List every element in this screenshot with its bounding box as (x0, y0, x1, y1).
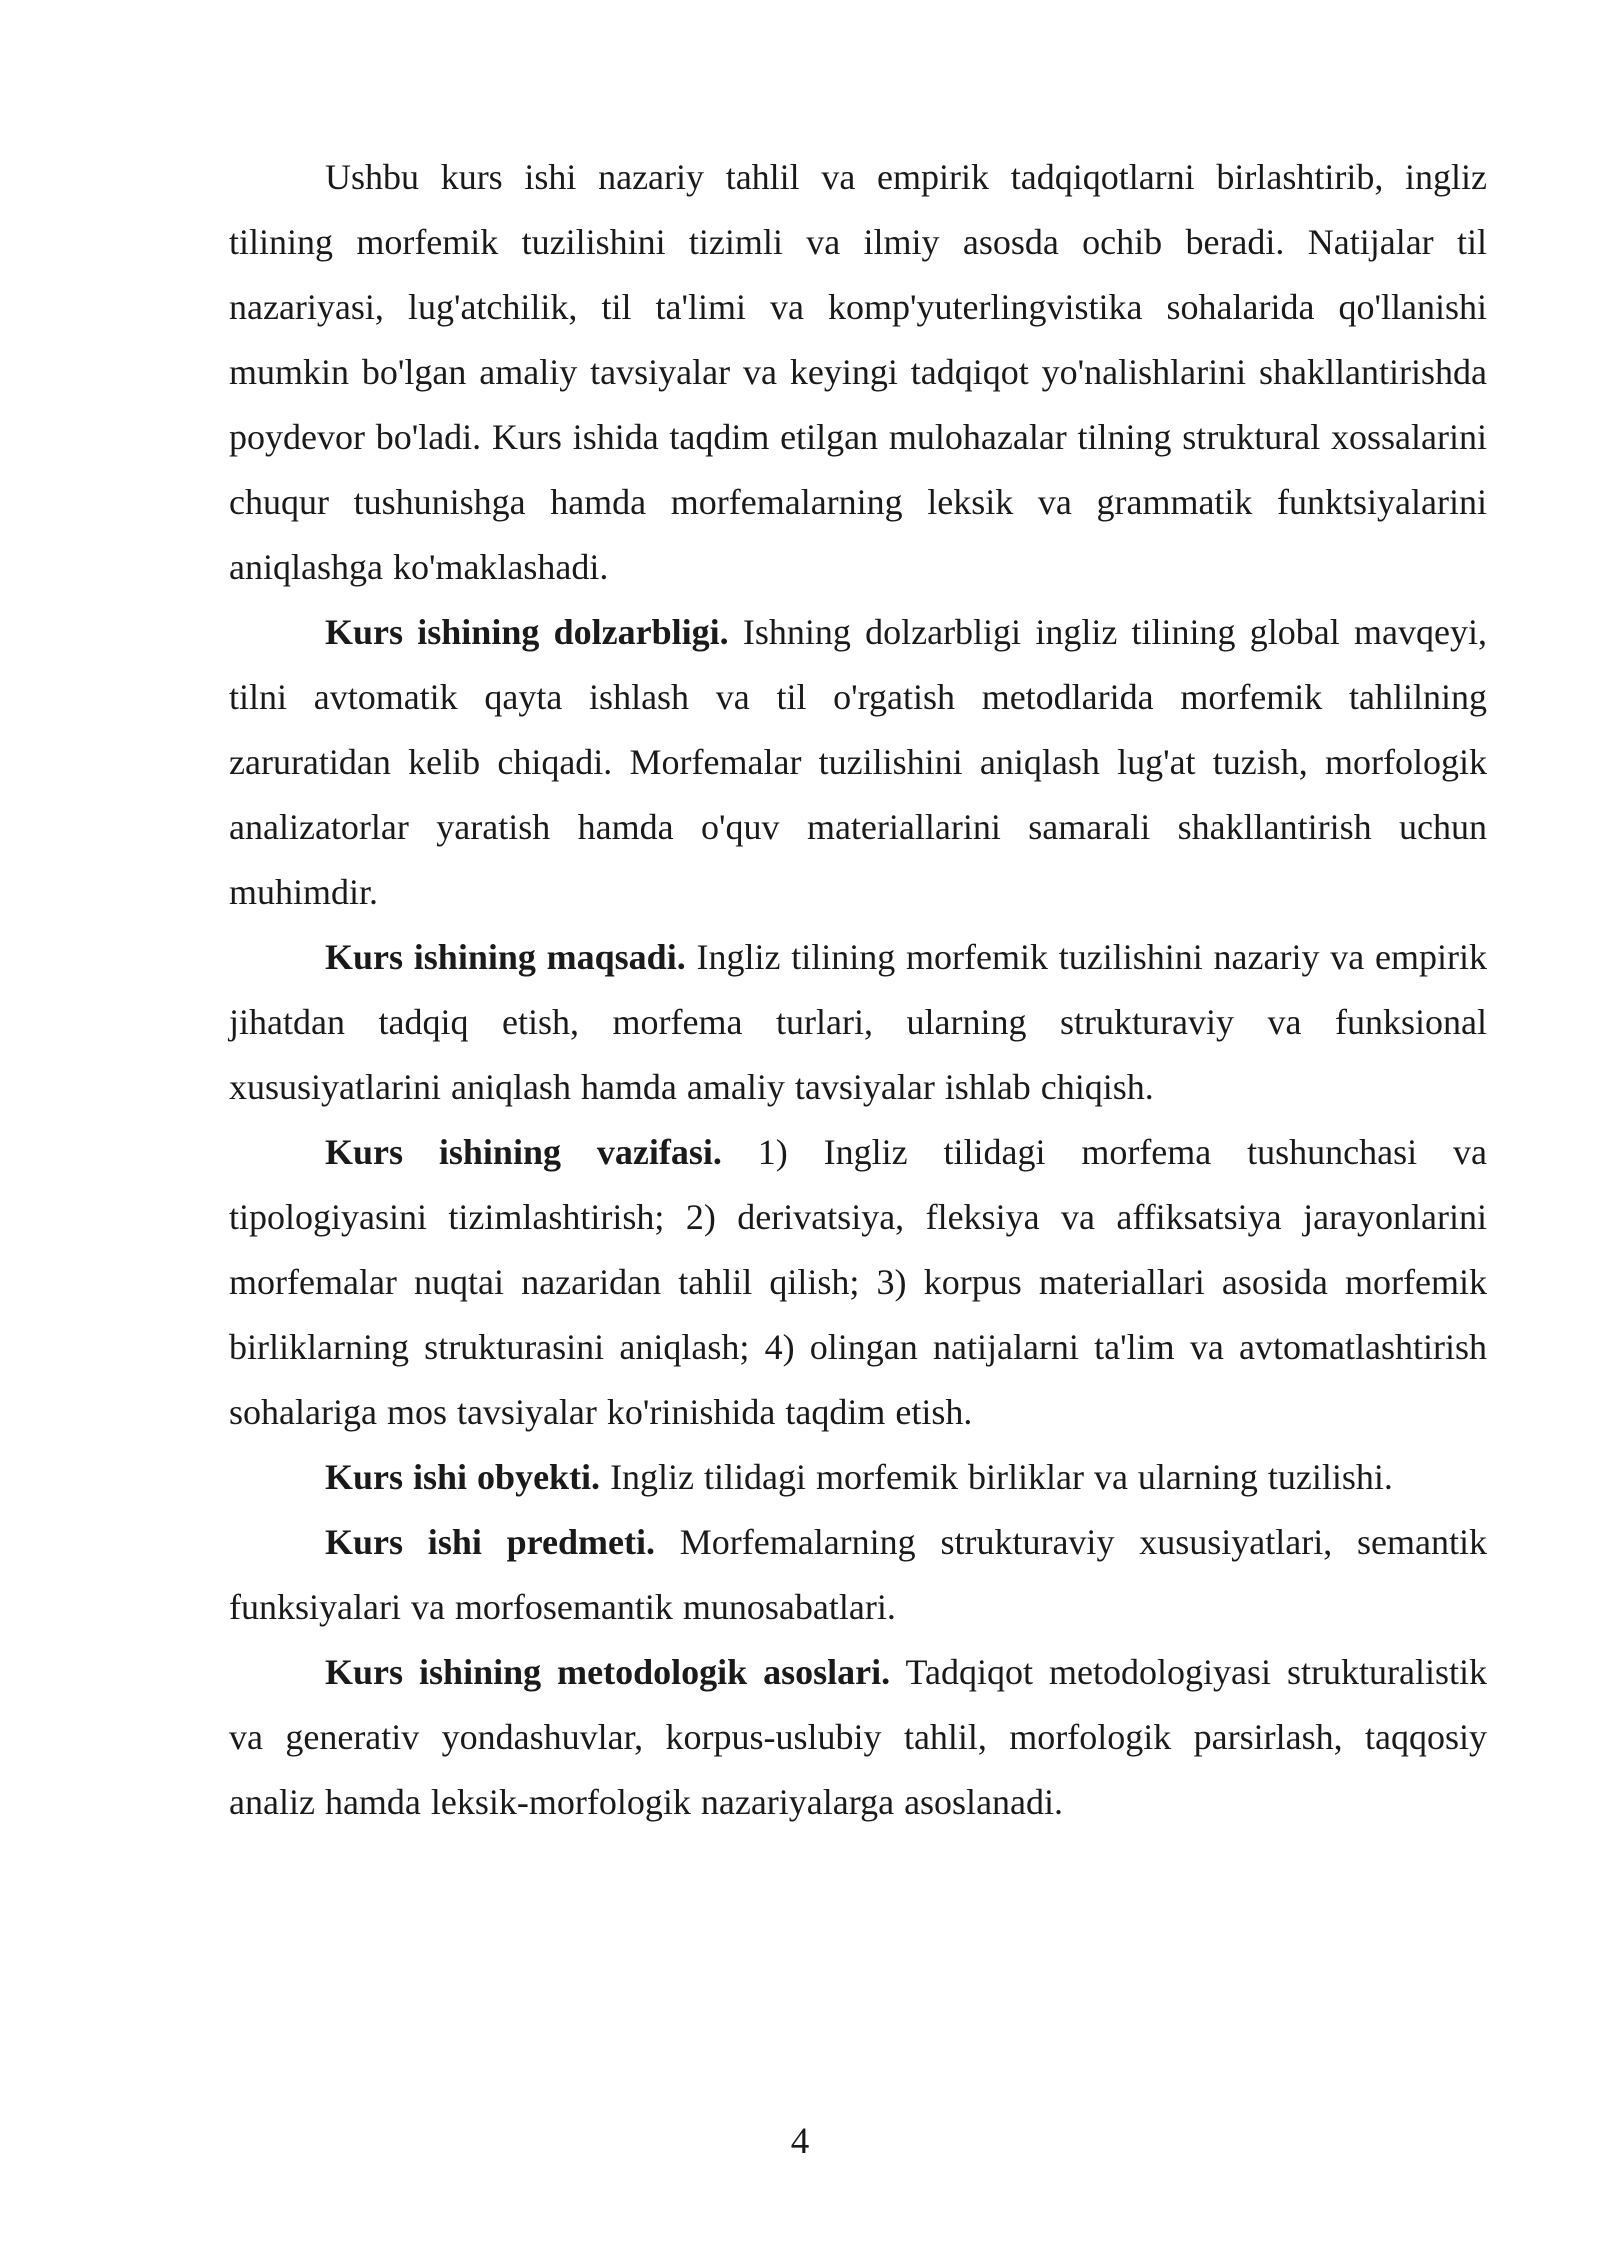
paragraph-text: Ingliz tilining morfemik tuzilishini nazariy va empirik jihatdan tadqiq etish, morfema turlari, ularning strukturaviy va funksional xususiyatlarini aniqlash hamda amaliy tavsiyalar ishlab chiqish. (229, 937, 1487, 1107)
intro-paragraph (229, 145, 1487, 600)
paragraph-text: 1) Ingliz tilidagi morfema tushunchasi va tipologiyasini tizimlashtirish; 2) derivatsiya, fleksiya va affiksatsiya jarayonlarini morfemalar nuqtai nazaridan tahlil qilish; 3) korpus materiallari asosida morfemik birliklarning strukturasini aniqlash; 4) olingan natijalarni ta'lim va avtomatlashtirish sohalariga mos tavsiyalar ko'rinishida taqdim etish. (229, 1132, 1487, 1432)
goal-heading: Kurs ishining maqsadi. (325, 937, 686, 977)
page-body (229, 145, 1487, 1835)
paragraph-text: Ishning dolzarbligi ingliz tilining global mavqeyi, tilni avtomatik qayta ishlash va til o'rgatish metodlarida morfemik tahlilning zaruratidan kelib chiqadi. Morfemalar tuzilishini aniqlash lug'at tuzish, morfologik analizatorlar yaratish hamda o'quv materiallarini samarali shakllantirish uchun muhimdir. (229, 612, 1487, 912)
paragraph-text: Tadqiqot metodologiyasi strukturalistik va generativ yondashuvlar, korpus-uslubiy tahlil, morfologik parsirlash, taqqosiy analiz hamda leksik-morfologik nazariyalarga asoslanadi. (229, 1652, 1487, 1822)
relevance-paragraph (229, 600, 1487, 925)
tasks-heading: Kurs ishining vazifasi. (325, 1132, 722, 1172)
subject-heading: Kurs ishi predmeti. (325, 1522, 655, 1562)
object-heading: Kurs ishi obyekti. (325, 1457, 601, 1497)
tasks-paragraph (229, 1120, 1487, 1445)
subject-paragraph (229, 1510, 1487, 1640)
page-number: 4 (790, 2121, 810, 2162)
paragraph-text: Ingliz tilidagi morfemik birliklar va ularning tuzilishi. (600, 1457, 1393, 1497)
methodology-paragraph (229, 1640, 1487, 1835)
object-paragraph (229, 1445, 1487, 1510)
goal-paragraph (229, 925, 1487, 1120)
relevance-heading: Kurs ishining dolzarbligi. (325, 612, 729, 652)
paragraph-text: Morfemalarning strukturaviy xususiyatlari, semantik funksiyalari va morfosemantik munosabatlari. (229, 1522, 1487, 1627)
methodology-heading: Kurs ishining metodologik asoslari. (325, 1652, 891, 1692)
paragraph-text: Ushbu kurs ishi nazariy tahlil va empirik tadqiqotlarni birlashtirib, ingliz tilining morfemik tuzilishini tizimli va ilmiy asosda ochib beradi. Natijalar til nazariyasi, lug'atchilik, til ta'limi va komp'yuterlingvistika sohalarida qo'llanishi mumkin bo'lgan amaliy tavsiyalar va keyingi tadqiqot yo'nalishlarini shakllantirishda poydevor bo'ladi. Kurs ishida taqdim etilgan mulohazalar tilning struktural xossalarini chuqur tushunishga hamda morfemalarning leksik va grammatik funktsiyalarini aniqlashga ko'maklashadi. (229, 157, 1487, 587)
